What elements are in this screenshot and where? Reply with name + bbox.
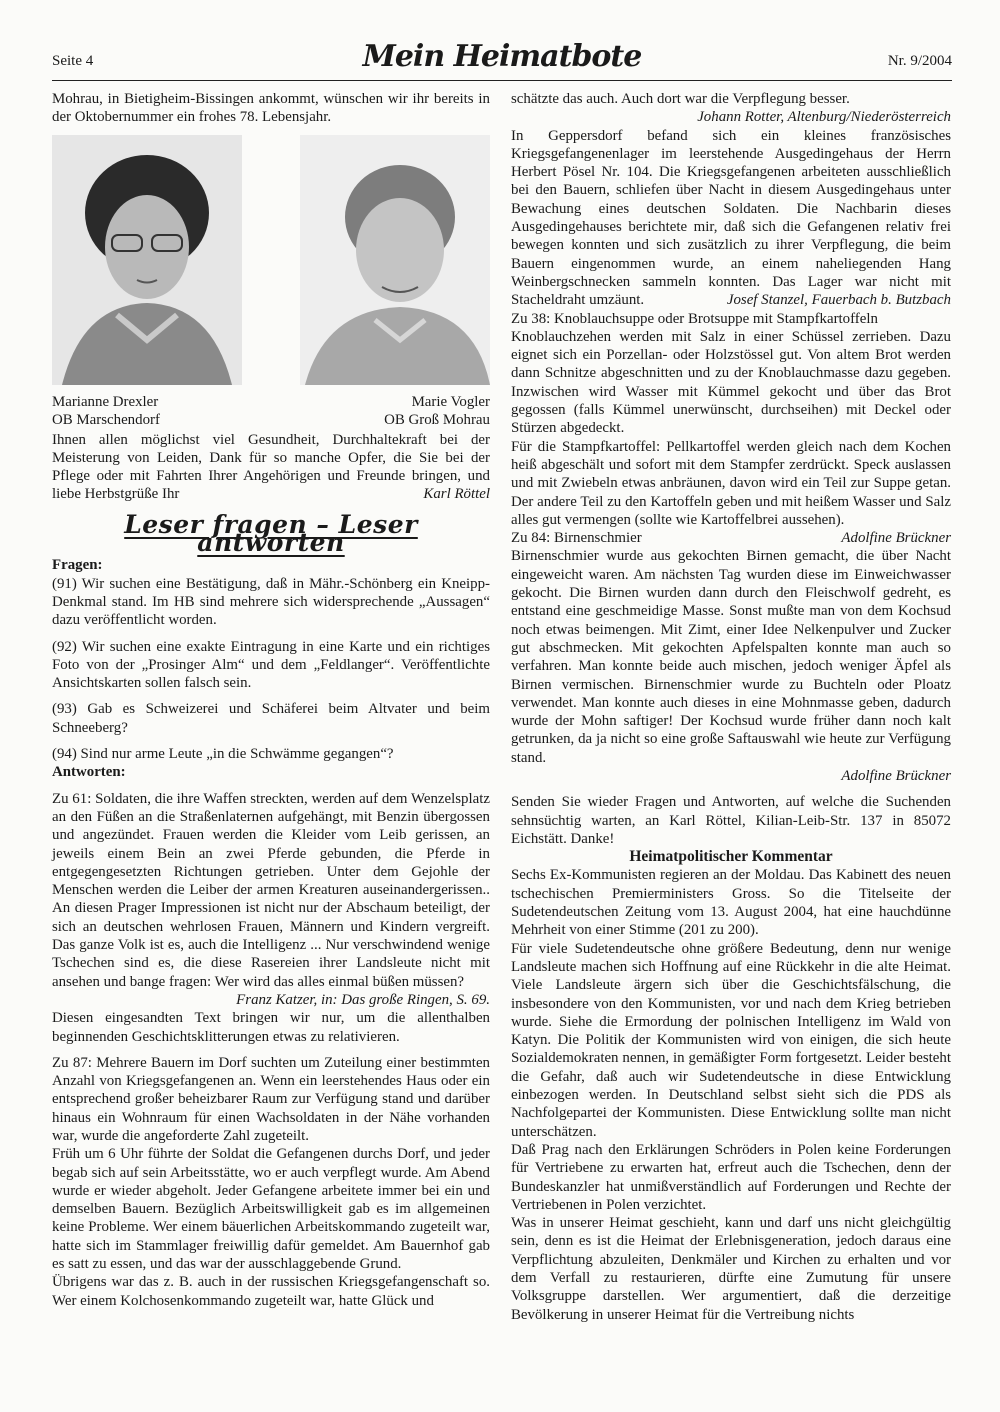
answer-paragraph: Zu 61: Soldaten, die ihre Waffen streckten, werden auf dem Wenzelsplatz an den Füßen an die Straßenlaternen aufgehängt, mit Benzin übergossen und angezündet. Frauen werden die Kleider vom Leib gerissen, an jeweils einem Bein an zwei Pferde gebunden, die Pferde in entgegengesetzten Richtungen getrieben. Unter dem Gejohle der Menschen werden die Leiber der armen Kreaturen auseinandergerissen.. An diesen Prager Impressionen ist nicht nur der Abschaum beteiligt, der sich an deutschen wehrlosen Frauen, Männern und Kindern vergreift. Das ganze Volk ist es, auch die Intelligenz ... Nur verschwindend wenige Tschechen sind es, die diese Rasereien ihrer Landsleute nicht mit ansehen und bange fragen: Wer wird das alles einmal büßen müssen? (52, 790, 490, 990)
portrait-image (300, 135, 490, 385)
intro-paragraph: Mohrau, in Bietigheim-Bissingen ankommt, wünschen wir ihr bereits in der Oktobernummer ein frohes 78. Lebensjahr. (52, 91, 490, 126)
signature: Karl Röttel (423, 486, 490, 503)
right-column (511, 90, 951, 1324)
portrait-image (52, 135, 242, 385)
answer-paragraph: Früh um 6 Uhr führte der Soldat die Gefangenen durchs Dorf, und jeder begab sich auf sein Arbeitsstätte, wo er auch verpflegt wurde. Am Abend wurde er wieder abgeholt. Jeder Gefangene arbeitete immer bei ein und demselben Bauern. Bezüglich Arbeitswilligkeit gab es im allgemeinen keine Probleme. Wer einem bäuerlichen Arbeitskommando zugeteilt war, hatte sich im Stammlager freiwillig dafür gemeldet. Am Bauernhof gab es satt zu essen, und das war der ausschlaggebende Grund. (52, 1146, 490, 1273)
signature: Josef Stanzel, Fauerbach b. Butzbach (726, 292, 951, 309)
wishes-paragraph: Ihnen allen möglichst viel Gesundheit, Durchhaltekraft bei der Meisterung von Leiden, Dank für so manche Opfer, die Sie bei der Pflege oder mit Fahrten Ihrer Angehörigen und Freunde bringen, und liebe Herbstgrüße Ihr Karl Röttel (52, 431, 490, 503)
commentary-heading: Heimatpolitischer Kommentar (629, 848, 833, 866)
page-number: Seite 4 (52, 53, 94, 69)
commentary-paragraph: Sechs Ex-Kommunisten regieren an der Moldau. Das Kabinett des neuen tschechischen Premierministers Gross. So die Titelseite der Sudetendeutschen Zeitung vom 13. August 2004, hat eine hauchdünne Mehrheit von einer Stimme (201 zu 200). (511, 867, 951, 939)
questions-heading: Fragen: (52, 557, 103, 574)
answer-paragraph: Übrigens war das z. B. auch in der russischen Kriegsgefangenschaft so. Wer einem Kolchosenkommando zugeteilt war, hatte Glück und (52, 1274, 490, 1309)
commentary-paragraph: Für viele Sudetendeutsche ohne größere Bedeutung, denn nur wenige Landsleute machen sich Hoffnung auf eine Rückkehr in die alte Heimat. Viele Landsleute ärgern sich über die Geschichtsfälschung, die insbesondere von den Kommunisten, vor und nach dem Krieg betrieben wurde. Siehe die Ermordung der polnischen Intelligenz im Wald von Katyn. Die Politik der Kommunisten wird von einigen, die sich heute Sozialdemokraten nennen, in gemäßigter Form fortgesetzt. Leider besteht die Gefahr, daß auch wir Sudetendeutsche in diese Entwicklung einbezogen werden. In Deutschland selbst sieht sich die PDS als Nachfolgepartei der Kommunisten. Diese Entwicklung sollte man nicht unterschätzen. (511, 940, 951, 1140)
answer-paragraph: schätzte das auch. Auch dort war die Verpflegung besser. (511, 91, 850, 107)
section-title: Leser fragen – Leser antworten (124, 509, 418, 558)
masthead-logo: Mein Heimatbote (362, 39, 642, 74)
caption-role: OB Marschendorf (52, 411, 160, 428)
page-header (52, 40, 952, 80)
question-item: (91) Wir suchen eine Bestätigung, daß in Mähr.-Schönberg ein Kneipp-Denkmal stand. Im HB sind mehrere sich widersprechende „Aussagen“ dazu veröffentlicht worden. (52, 575, 490, 629)
signature: Johann Rotter, Altenburg/Niederösterreich (697, 109, 951, 126)
portrait-photo (300, 135, 490, 385)
commentary-paragraph: Was in unserer Heimat geschieht, kann und darf uns nicht gleichgültig sein, denn es ist die Heimat der Erlebnisgeneration, jedoch daraus eine Verpflichtung abzuleiten, Denkmäler und Kirchen zu erhalten und vor dem Verfall zu restaurieren, dürfte eine Zumutung für unsere Volksgruppe darstellen. Wer argumentiert, daß die derzeitige Bevölkerung in unserer Heimat für die Vertreibung nichts (511, 1215, 951, 1323)
answer-paragraph: Zu 87: Mehrere Bauern im Dorf suchten um Zuteilung einer bestimmten Anzahl von Kriegsgefangenen an. Wenn ein leerstehendes Haus oder ein entsprechend großer beheizbarer Raum zur Verfügung stand und darüber hinaus ein Wohnraum für einen Wachsoldaten in der Nähe vorhanden war, wurde die angeforderte Zahl zugeteilt. (52, 1054, 490, 1144)
portrait-photo (52, 135, 242, 385)
signature: Adolfine Brückner (841, 767, 951, 784)
answer-paragraph: Knoblauchzehen werden mit Salz in einer Schüssel zerrieben. Dazu eignet sich ein Porzellan- oder Holzstössel gut. Von altem Brot werden dann Schnitze abgeschnitten und zu der Knoblauchmasse dazu gegeben. Inzwischen wird Wasser mit Kümmel gekocht und über das Brot gegossen (falls Kümmel unerwünscht, durchseihen) mit Deckel oder Stürzen abgedeckt. (511, 328, 951, 437)
answer-heading-line: Zu 38: Knoblauchsuppe oder Brotsuppe mit Stampfkartoffeln (511, 310, 878, 327)
answer-paragraph: In Geppersdorf befand sich ein kleines französisches Kriegsgefangenenlager im leerstehende Ausgedingehaus der Herrn Herbert Pösel Nr. 104. Die Kriegsgefangenen arbeiteten ausschließlich bei den Bauern, schliefen über Nacht in diesem Ausgedingehaus unter Bewachung eines deutschen Soldaten. Die Nachbarin dieses Ausgedingehauses berichtete mir, daß sich die Gefangenen relativ frei bewegen konnten und sich zusätzlich zu ihrer Verpflegung, die beim Bauern eingenommen wurde, an einem naheliegenden Hang Weinbergschnecken sammeln konnten. Das Lager war nicht mit Stacheldraht umzäunt. Josef Stanzel, Fauerbach b. Butzbach (511, 127, 951, 309)
issue-number: Nr. 9/2004 (887, 53, 952, 69)
commentary-paragraph: Daß Prag nach den Erklärungen Schröders in Polen keine Forderungen für Vertriebene zu erwarten hat, erfreut auch die Tschechen, denn der Bundeskanzler hat unmißverständlich auf Forderungen und Rechte der Vertriebenen in Polen verzichtet. (511, 1141, 951, 1213)
question-item: (94) Sind nur arme Leute „in die Schwämme gegangen“? (52, 746, 394, 763)
question-item: (93) Gab es Schweizerei und Schäferei beim Altvater und beim Schneeberg? (52, 701, 490, 736)
signature: Franz Katzer, in: Das große Ringen, S. 69. (236, 991, 490, 1008)
photo-row (52, 135, 490, 428)
answer-paragraph: Birnenschmier wurde aus gekochten Birnen gemacht, die über Nacht eingeweicht waren. Am nächsten Tag wurden diese im Einweichwasser gekocht. Die Birnen wurden dann durch den Fleischwolf gedreht, es entstand eine geschmeidige Masse. Sonst mußte man von dem Kochsud noch etwas beimengen. Mit Zimt, einer Idee Nelkenpulver und Zucker gut abschmecken. Mit gekochten Apfelspalten konnte man auch so verfahren. Man konnte beide auch mischen, jedoch weniger Äpfel als Birnen vermischen. Birnenschmier wurde zu Buchteln oder Ploatz verwendet. Man konnte auch dieses in eine Mohnmasse geben, dadurch wurde der Mohn saftiger! Der Kochsud wurde früher dann noch kalt getrunken, da ja nicht so eine große Saftauswahl wie heute zur Verfügung stand. (511, 548, 951, 766)
question-item: (92) Wir suchen eine exakte Eintragung in eine Karte und ein richtiges Foto von der „Prosinger Alm“ und dem „Feldlanger“. Veröffentlichte Ansichtskarten sollen falsch sein. (52, 638, 490, 692)
answer-paragraph: Für die Stampfkartoffel: Pellkartoffel werden gleich nach dem Kochen heiß abgeschält und sofort mit dem Stampfer zerdrückt. Speck auslassen und mit Zwiebeln etwas anbräunen, davon wird ein Teil zur Suppe getan. Der andere Teil zu den Kartoffeln geben und mit heißem Wasser und Salz alles gut vermengen (sollte wie Kartoffelbrei aussehen). Adolfine Brückner (511, 438, 951, 547)
closing-paragraph: Senden Sie wieder Fragen und Antworten, auf welche die Suchenden sehnsüchtig warten, an Karl Röttel, Kilian-Leib-Str. 137 in 85072 Eichstätt. Danke! (511, 794, 951, 847)
header-rule (52, 80, 952, 81)
left-column (52, 90, 490, 1310)
caption-name: Marie Vogler (411, 393, 490, 410)
photo-caption (52, 393, 160, 429)
photo-caption (384, 393, 490, 429)
answers-heading: Antworten: (52, 764, 126, 781)
caption-name: Marianne Drexler (52, 393, 159, 410)
answer-paragraph: Diesen eingesandten Text bringen wir nur, um die allenthalben beginnenden Geschichtsklitterungen etwas zu relativieren. (52, 1010, 490, 1045)
answer-heading-line: Zu 84: Birnenschmier (511, 530, 642, 547)
caption-role: OB Groß Mohrau (384, 411, 490, 428)
signature: Adolfine Brückner (841, 530, 951, 547)
